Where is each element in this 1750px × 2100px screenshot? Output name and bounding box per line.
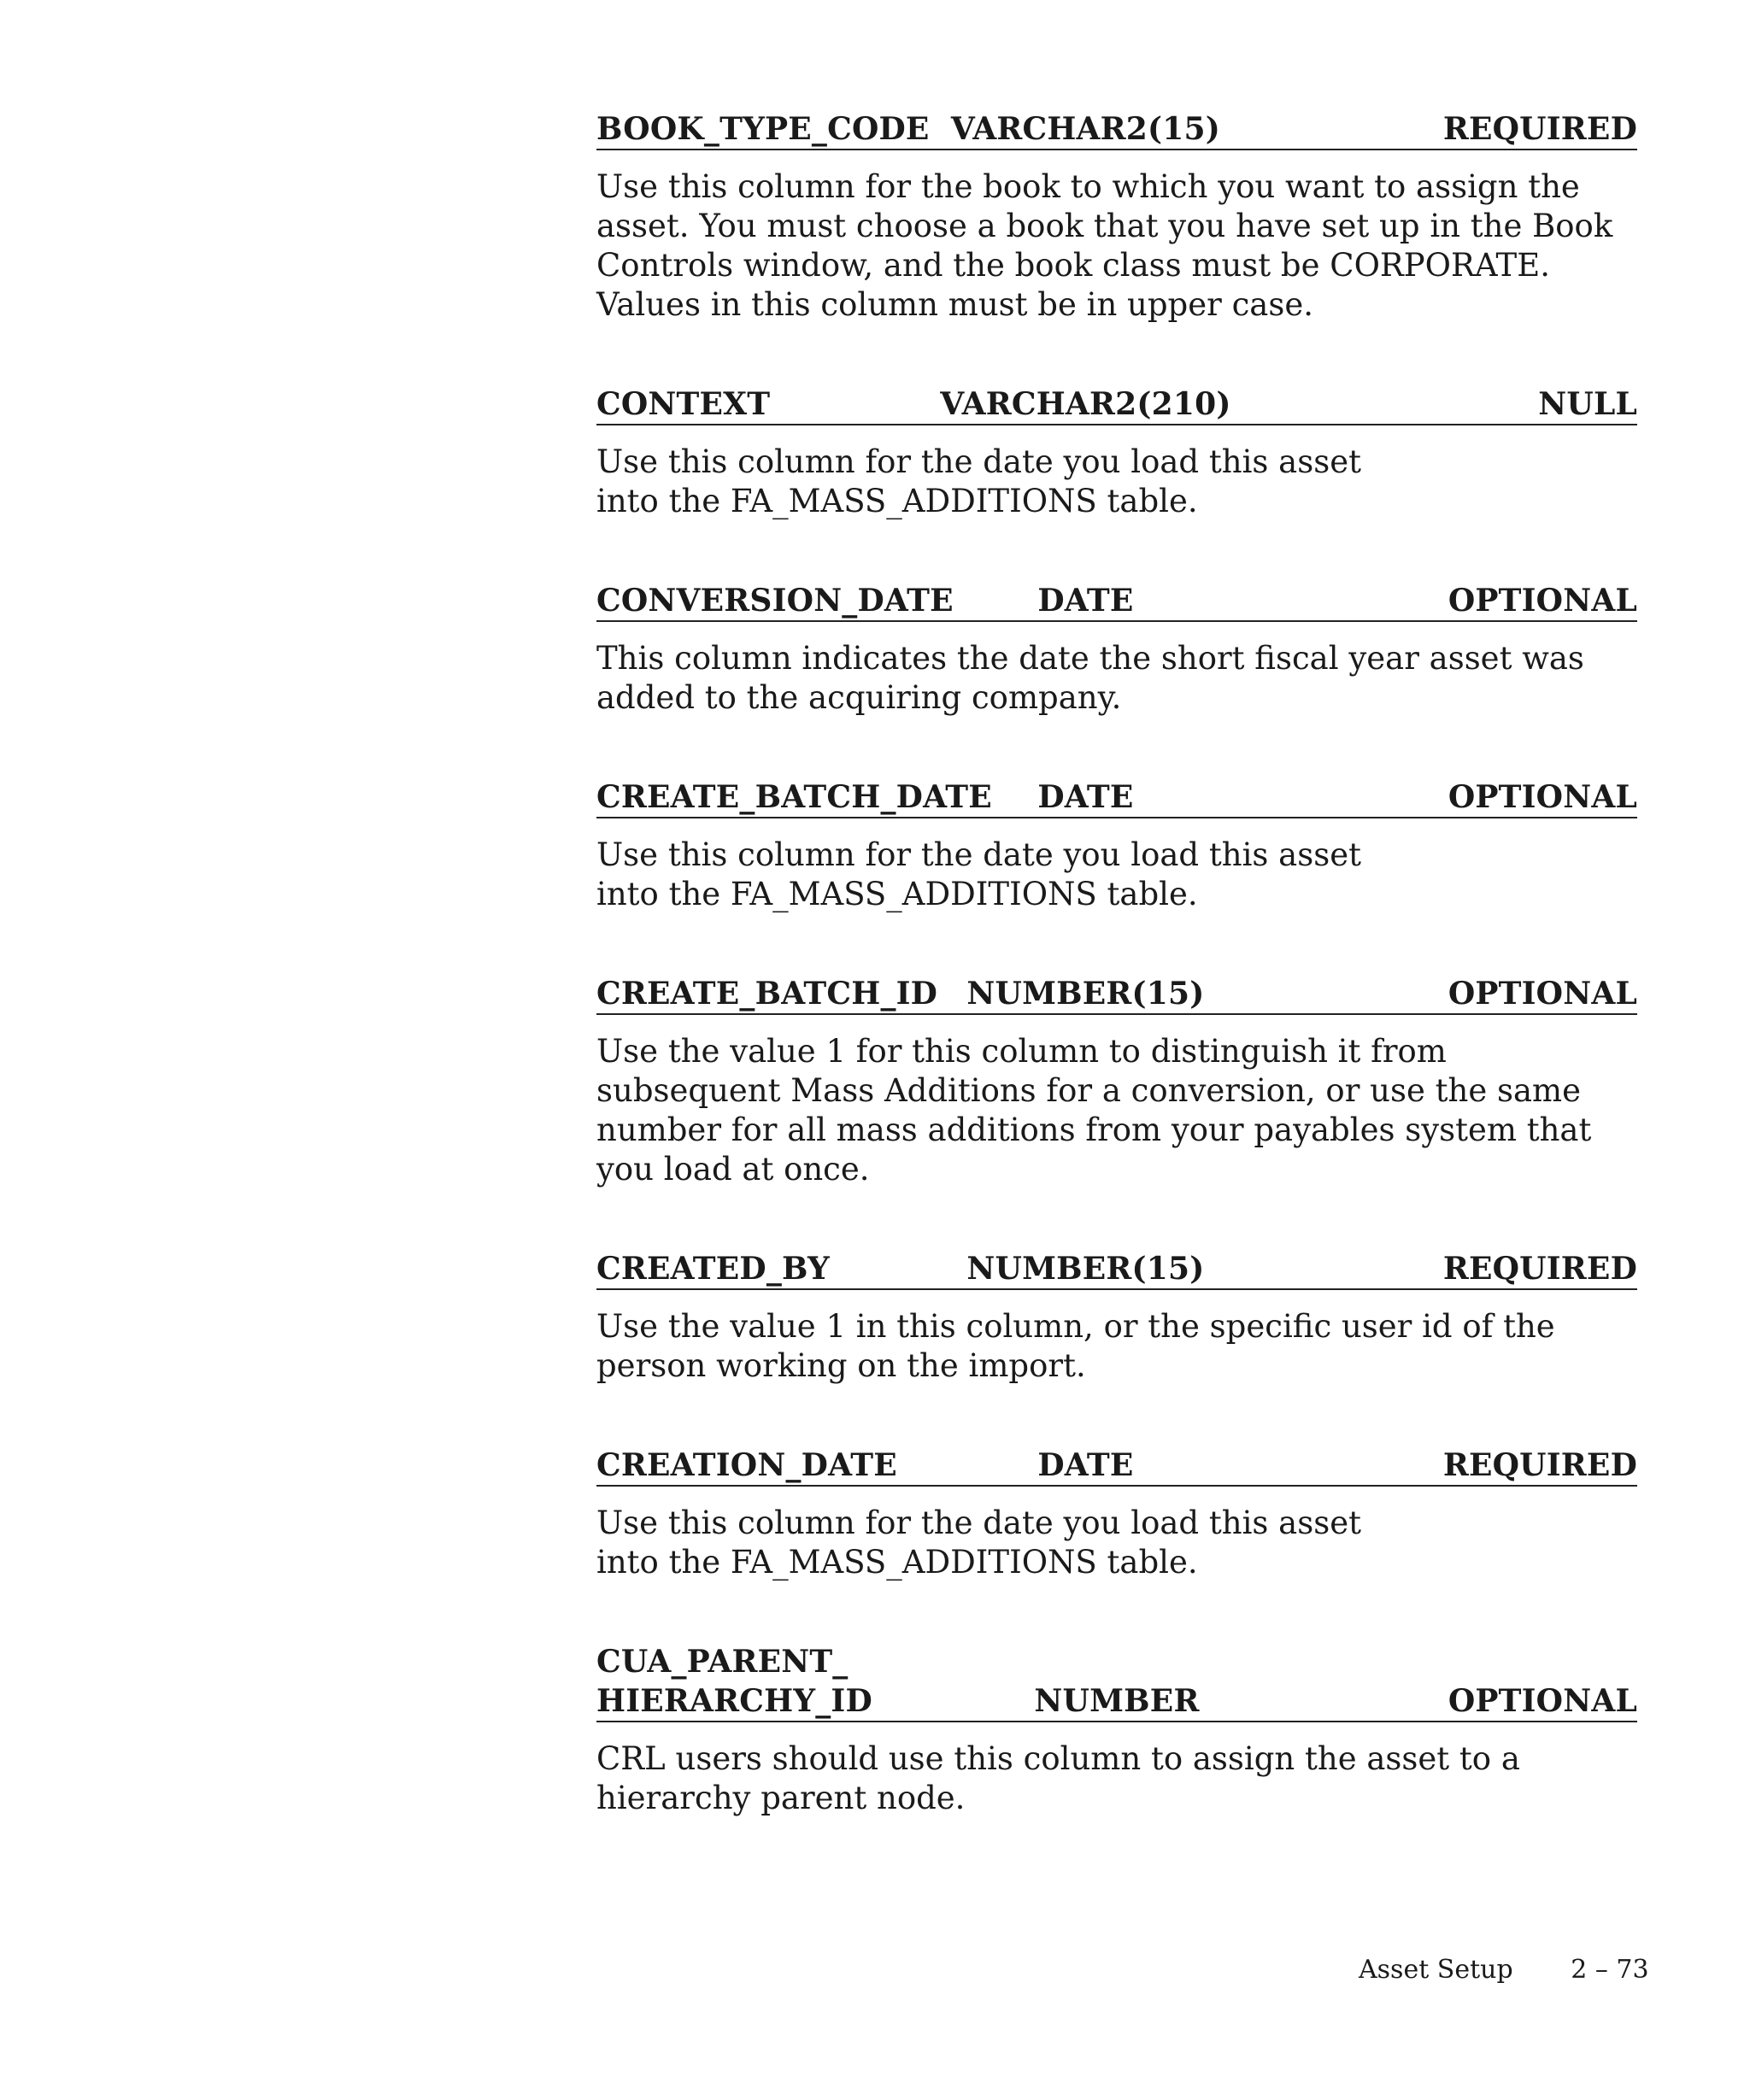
column-requirement: REQUIRED [1442, 111, 1637, 147]
column-header [596, 1247, 1637, 1290]
column-header [596, 776, 1637, 818]
column-name: BOOK_TYPE_CODE [596, 111, 930, 147]
column-name: CREATE_BATCH_ID [596, 976, 938, 1012]
column-description: CRL users should use this column to assign the asset to a hierarchy parent node. [596, 1740, 1520, 1816]
footer-section-title: Asset Setup [1359, 1955, 1513, 1985]
column-requirement: OPTIONAL [1448, 976, 1637, 1012]
column-description: Use this column for the date you load this asset into the FA_MASS_ADDITIONS table. [596, 836, 1361, 912]
footer-page-number: 2 – 73 [1571, 1955, 1649, 1985]
column-requirement: OPTIONAL [1448, 1683, 1637, 1719]
column-description: Use this column for the book to which you want to assign the asset. You must choose a book that you have set up in the Book Controls window, and the book class must be CORPORATE. Values in this column must be in upper case. [596, 168, 1613, 323]
column-entry-created-by [596, 1247, 1637, 1386]
column-datatype: VARCHAR2(210) [940, 386, 1231, 422]
column-requirement: NULL [1538, 386, 1637, 422]
column-datatype: NUMBER [1034, 1683, 1200, 1719]
column-description: Use this column for the date you load this asset into the FA_MASS_ADDITIONS table. [596, 443, 1361, 519]
page-footer [1359, 1955, 1649, 1985]
column-entry-cua-parent-hierarchy-id [596, 1640, 1637, 1818]
column-entry-create-batch-id [596, 972, 1637, 1189]
column-header [596, 579, 1637, 622]
column-requirement: REQUIRED [1442, 1447, 1637, 1483]
column-datatype: NUMBER(15) [966, 1251, 1205, 1287]
column-entry-conversion-date [596, 579, 1637, 718]
column-datatype: NUMBER(15) [966, 976, 1205, 1012]
column-description: Use the value 1 in this column, or the specific user id of the person working on the import. [596, 1308, 1555, 1384]
column-entry-create-batch-date [596, 776, 1637, 914]
column-datatype: DATE [1037, 583, 1134, 619]
column-entry-creation-date [596, 1444, 1637, 1582]
column-description: Use the value 1 for this column to distinguish it from subsequent Mass Additions for a conversion, or use the same number for all mass additions from your payables system that you load at once. [596, 1033, 1592, 1188]
column-name: CREATION_DATE [596, 1447, 897, 1483]
column-requirement: REQUIRED [1442, 1251, 1637, 1287]
column-description: This column indicates the date the short fiscal year asset was added to the acquiring company. [596, 640, 1584, 716]
column-entry-book-type-code [596, 108, 1637, 325]
column-requirement: OPTIONAL [1448, 583, 1637, 619]
column-entry-context [596, 383, 1637, 521]
column-header [596, 1640, 1637, 1722]
column-name: CREATE_BATCH_DATE [596, 779, 992, 815]
column-description: Use this column for the date you load this asset into the FA_MASS_ADDITIONS table. [596, 1505, 1361, 1581]
column-requirement: OPTIONAL [1448, 779, 1637, 815]
column-datatype: DATE [1037, 779, 1134, 815]
column-name: CONVERSION_DATE [596, 583, 954, 619]
column-reference-list [596, 108, 1637, 1876]
column-datatype: VARCHAR2(15) [950, 111, 1221, 147]
column-header [596, 383, 1637, 425]
column-datatype: DATE [1037, 1447, 1134, 1483]
column-name: CUA_PARENT_ HIERARCHY_ID [596, 1644, 872, 1719]
column-header [596, 108, 1637, 150]
column-name: CREATED_BY [596, 1251, 830, 1287]
column-header [596, 972, 1637, 1015]
column-header [596, 1444, 1637, 1487]
column-name: CONTEXT [596, 386, 771, 422]
